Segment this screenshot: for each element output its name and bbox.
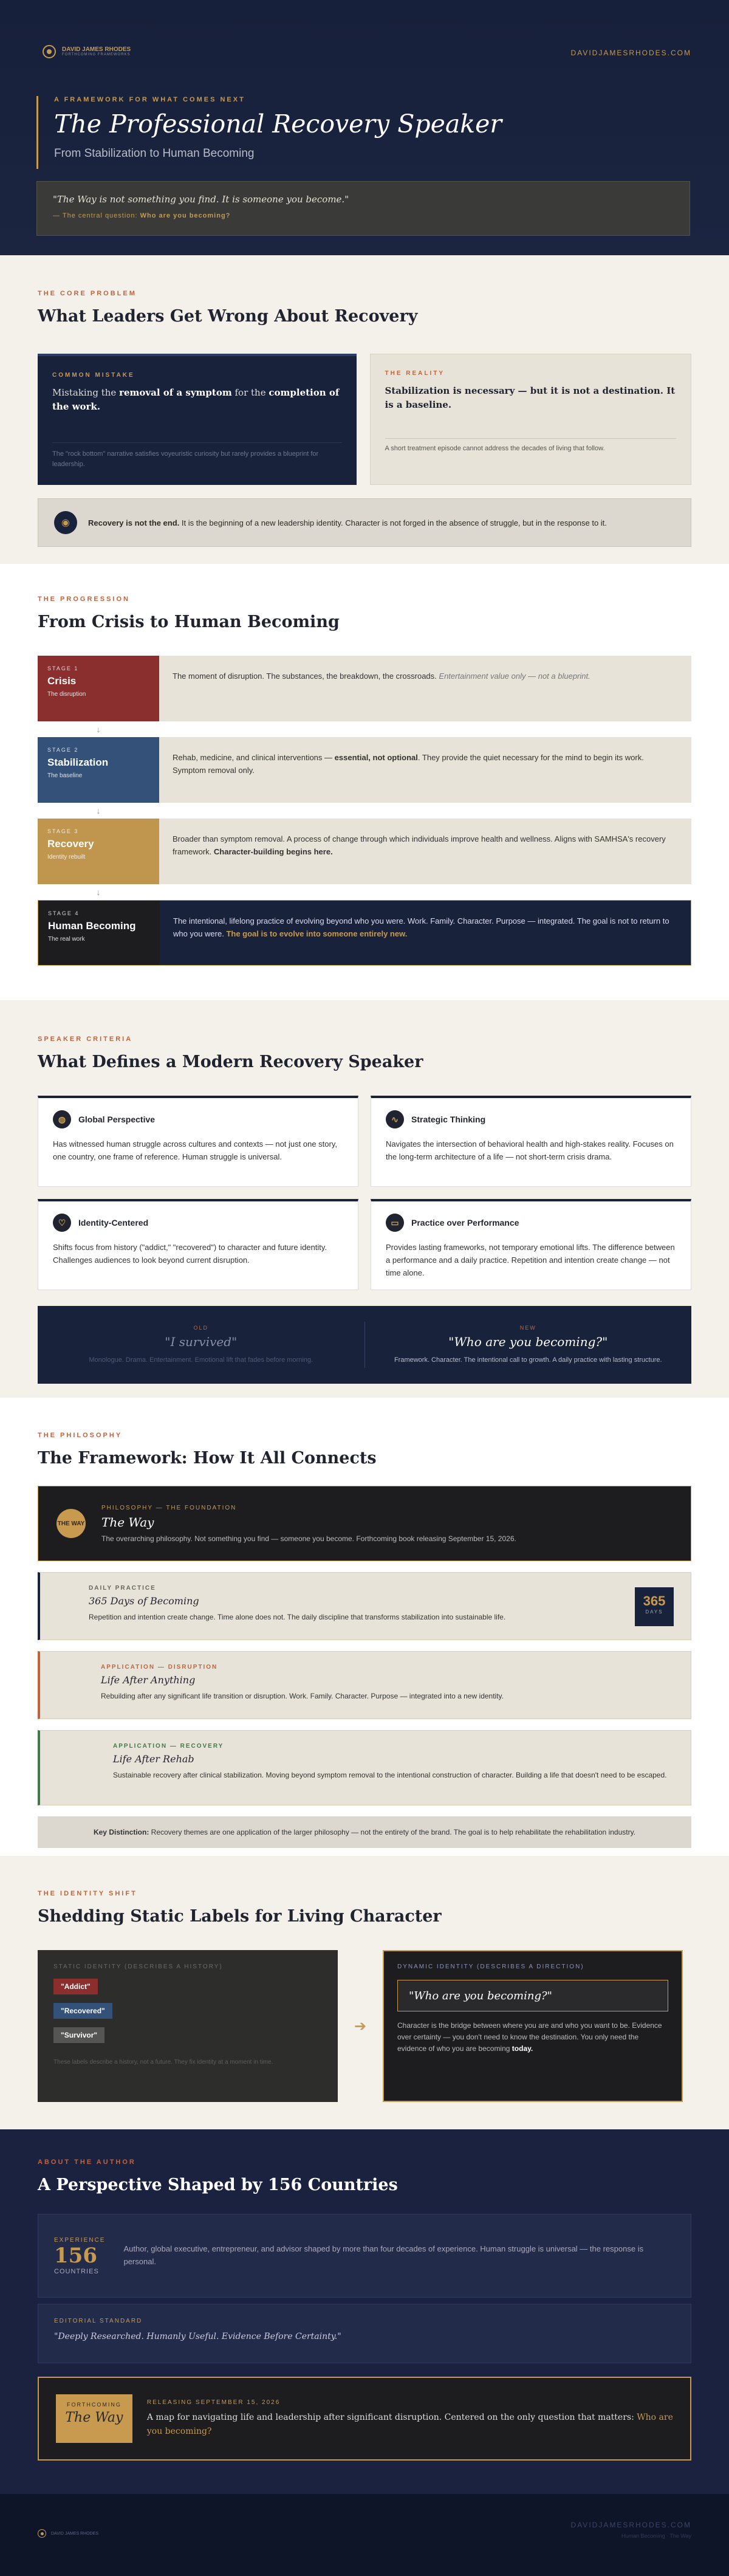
section-title: Shedding Static Labels for Living Character <box>38 1907 442 1926</box>
reality-text: Stabilization is necessary — but it is not a destination. It is a baseline. <box>385 385 676 411</box>
page-subtitle: From Stabilization to Human Becoming <box>54 147 255 160</box>
the-way-badge: THE WAY <box>56 1509 86 1538</box>
label-pill: "Recovered" <box>53 2003 112 2019</box>
section-title: A Perspective Shaped by 156 Countries <box>38 2176 398 2194</box>
old-vs-new <box>38 1306 691 1384</box>
label-pill: "Addict" <box>53 1979 98 1994</box>
framework-daily-practice: DAILY PRACTICE 365 Days of Becoming Repetition and intention create change. Time alone does not. The daily discipline that transforms stabilization into sustainable life. 365 DAYS <box>38 1572 691 1640</box>
logo-tagline: FORTHCOMING FRAMEWORKS <box>62 53 131 57</box>
reality-card <box>370 354 692 485</box>
globe-icon: ◍ <box>53 1110 71 1128</box>
footer-tagline: Human Becoming · The Way <box>621 2533 691 2539</box>
365-days-badge: 365 DAYS <box>635 1587 674 1626</box>
stage-human-becoming: STAGE 4 Human Becoming The real work The intentional, lifelong practice of evolving beyond who you were. Work. Family. Character. Purpose — integrated. The goal is not to return to who you were. The goal is to evolve into someone entirely new. <box>38 900 691 966</box>
section-eyebrow: THE PROGRESSION <box>38 596 130 603</box>
static-identity-card: STATIC IDENTITY (DESCRIBES A HISTORY) "Addict" "Recovered" "Survivor" These labels describe a history, not a future. They fix identity at a moment in time. <box>38 1950 338 2102</box>
section-eyebrow: SPEAKER CRITERIA <box>38 1036 133 1043</box>
stage-description: Broader than symptom removal. A process of change through which individuals improve health and wellness. Aligns with SAMHSA's recovery framework. Character-building begins here. <box>159 819 691 884</box>
framework-recovery: APPLICATION — RECOVERY Life After Rehab Sustainable recovery after clinical stabilization. Moving beyond symptom removal to the intentional construction of character. Building a life that doesn't need to be escaped. <box>38 1730 691 1805</box>
criteria-card: ♡ Identity-Centered Shifts focus from history ("addict," "recovered") to character and future identity. Challenges audiences to look beyond current disruption. <box>38 1199 358 1290</box>
editorial-standard-card: EDITORIAL STANDARD "Deeply Researched. Humanly Useful. Evidence Before Certainty." <box>38 2304 691 2363</box>
stage-recovery: STAGE 3 Recovery Identity rebuilt Broader than symptom removal. A process of change through which individuals improve health and wellness. Aligns with SAMHSA's recovery framework. Character-building begins here. <box>38 819 691 884</box>
central-question: Who are you becoming? <box>140 212 231 219</box>
identity-section <box>0 1856 729 2129</box>
hero-quote-text: "The Way is not something you find. It is someone you become." <box>53 194 349 205</box>
new-model: NEW "Who are you becoming?" Framework. Character. The intentional call to growth. A daily practice with lasting structure. <box>394 1324 662 1364</box>
card-label: COMMON MISTAKE <box>52 372 135 379</box>
mistake-text: Mistaking the removal of a symptom for the completion of the work. <box>52 387 340 413</box>
countries-count: 156 <box>54 2243 97 2268</box>
framework-section <box>0 1398 729 1856</box>
banner-text: It is the beginning of a new leadership identity. Character is not forged in the absence of struggle, but in the response to it. <box>181 518 607 527</box>
stage-crisis: STAGE 1 Crisis The disruption The moment of disruption. The substances, the breakdown, the crossroads. Entertainment value only — not a blueprint. <box>38 656 691 721</box>
dynamic-question: "Who are you becoming?" <box>397 1980 668 2011</box>
section-eyebrow: ABOUT THE AUTHOR <box>38 2159 136 2166</box>
stage-description: The moment of disruption. The substances, the breakdown, the crossroads. Entertainment value only — not a blueprint. <box>159 656 691 721</box>
hero-quote <box>36 181 690 236</box>
release-date: RELEASING SEPTEMBER 15, 2026 <box>146 2399 281 2406</box>
hero <box>0 0 729 255</box>
author-section <box>0 2129 729 2494</box>
footer-site-link[interactable]: DAVIDJAMESRHODES.COM <box>570 2521 691 2529</box>
hero-heading <box>36 96 502 169</box>
site-link[interactable]: DAVIDJAMESRHODES.COM <box>570 49 691 57</box>
footer-logo[interactable]: DAVID JAMES RHODES <box>38 2529 98 2538</box>
forthcoming-book-card[interactable]: FORTHCOMING The Way RELEASING SEPTEMBER 15, 2026 A map for navigating life and leadership after significant disruption. Centered on the only question that matters: Who are you becoming? <box>38 2377 691 2461</box>
hero-eyebrow: A FRAMEWORK FOR WHAT COMES NEXT <box>54 96 245 103</box>
key-distinction: Key Distinction: Recovery themes are one application of the larger philosophy — not the entirety of the brand. The goal is to help rehabilitate the rehabilitation industry. <box>38 1816 691 1848</box>
stage-title: Stabilization <box>47 757 109 768</box>
criteria-card: ∿ Strategic Thinking Navigates the intersection of behavioral health and high-stakes reality. Focuses on the long-term architecture of a life — not short-term crisis drama. <box>371 1096 691 1187</box>
info-icon: ◉ <box>54 511 77 534</box>
section-eyebrow: THE PHILOSOPHY <box>38 1432 123 1439</box>
arrow-down-icon: ↓ <box>96 724 101 734</box>
criteria-section <box>0 1000 729 1398</box>
progression-section <box>0 564 729 1000</box>
criteria-card: ▭ Practice over Performance Provides lasting frameworks, not temporary emotional lifts. The difference between a performance and a daily practice. Repetition and intention create change — not time alone. <box>371 1199 691 1290</box>
core-problem-section <box>0 255 729 564</box>
stage-title: Crisis <box>47 675 77 687</box>
section-title: From Crisis to Human Becoming <box>38 613 340 631</box>
criteria-card: ◍ Global Perspective Has witnessed human struggle across cultures and contexts — not just one story, one country, one frame of reference. Human struggle is universal. <box>38 1096 358 1187</box>
heart-icon: ♡ <box>53 1214 71 1232</box>
question-prefix: — The central question: <box>53 212 138 219</box>
book-cover: FORTHCOMING The Way <box>56 2394 132 2443</box>
recovery-banner <box>38 498 691 547</box>
banner-bold: Recovery is not the end. <box>88 518 180 527</box>
card-label: THE REALITY <box>385 370 445 377</box>
arrow-down-icon: ↓ <box>96 887 101 897</box>
reality-note: A short treatment episode cannot address the decades of living that follow. <box>385 438 677 452</box>
experience-card: EXPERIENCE 156 COUNTRIES Author, global executive, entrepreneur, and advisor shaped by more than four decades of experience. Human struggle is universal — the response is personal. <box>38 2214 691 2298</box>
page-title: The Professional Recovery Speaker <box>54 109 502 139</box>
mistake-note: The "rock bottom" narrative satisfies voyeuristic curiosity but rarely provides a blueprint for leadership. <box>52 442 342 470</box>
stage-description: Rehab, medicine, and clinical interventions — essential, not optional. They provide the quiet necessary for the mind to begin its work. Symptom removal only. <box>159 737 691 803</box>
logo-mark-icon <box>38 2529 46 2538</box>
footer <box>0 2494 729 2576</box>
section-eyebrow: THE CORE PROBLEM <box>38 290 137 297</box>
section-title: What Leaders Get Wrong About Recovery <box>38 307 418 326</box>
common-mistake-card <box>38 354 357 485</box>
activity-icon: ∿ <box>386 1110 404 1128</box>
site-logo[interactable] <box>43 45 131 58</box>
monitor-icon: ▭ <box>386 1214 404 1232</box>
dynamic-identity-card: DYNAMIC IDENTITY (DESCRIBES A DIRECTION) "Who are you becoming?" Character is the bridge between where you are and who you want to be. Evidence over certainty — you don't need to know the destination. You only need the evidence of who you are becoming today. <box>383 1950 683 2102</box>
arrow-right-icon: ➔ <box>354 2018 367 2035</box>
logo-name: DAVID JAMES RHODES <box>62 46 131 53</box>
framework-foundation: THE WAY PHILOSOPHY — THE FOUNDATION The Way The overarching philosophy. Not something you find — someone you become. Forthcoming book releasing September 15, 2026. <box>38 1486 691 1561</box>
arrow-down-icon: ↓ <box>96 806 101 816</box>
section-title: The Framework: How It All Connects <box>38 1449 377 1468</box>
logo-mark-icon <box>43 45 56 58</box>
label-pill: "Survivor" <box>53 2027 104 2043</box>
old-model: OLD "I survived" Monologue. Drama. Entertainment. Emotional lift that fades before morning. <box>89 1324 313 1364</box>
framework-disruption: APPLICATION — DISRUPTION Life After Anything Rebuilding after any significant life transition or disruption. Work. Family. Character. Purpose — integrated into a new identity. <box>38 1651 691 1719</box>
stage-description: The intentional, lifelong practice of evolving beyond who you were. Work. Family. Character. Purpose — integrated. The goal is not to return to who you were. The goal is to evolve into someone entirely new. <box>160 901 691 965</box>
section-title: What Defines a Modern Recovery Speaker <box>38 1053 423 1071</box>
stage-stabilization: STAGE 2 Stabilization The baseline Rehab, medicine, and clinical interventions — essential, not optional. They provide the quiet necessary for the mind to begin its work. Symptom removal only. <box>38 737 691 803</box>
section-eyebrow: THE IDENTITY SHIFT <box>38 1890 137 1897</box>
stage-title: Human Becoming <box>48 920 136 932</box>
stage-title: Recovery <box>47 838 94 850</box>
